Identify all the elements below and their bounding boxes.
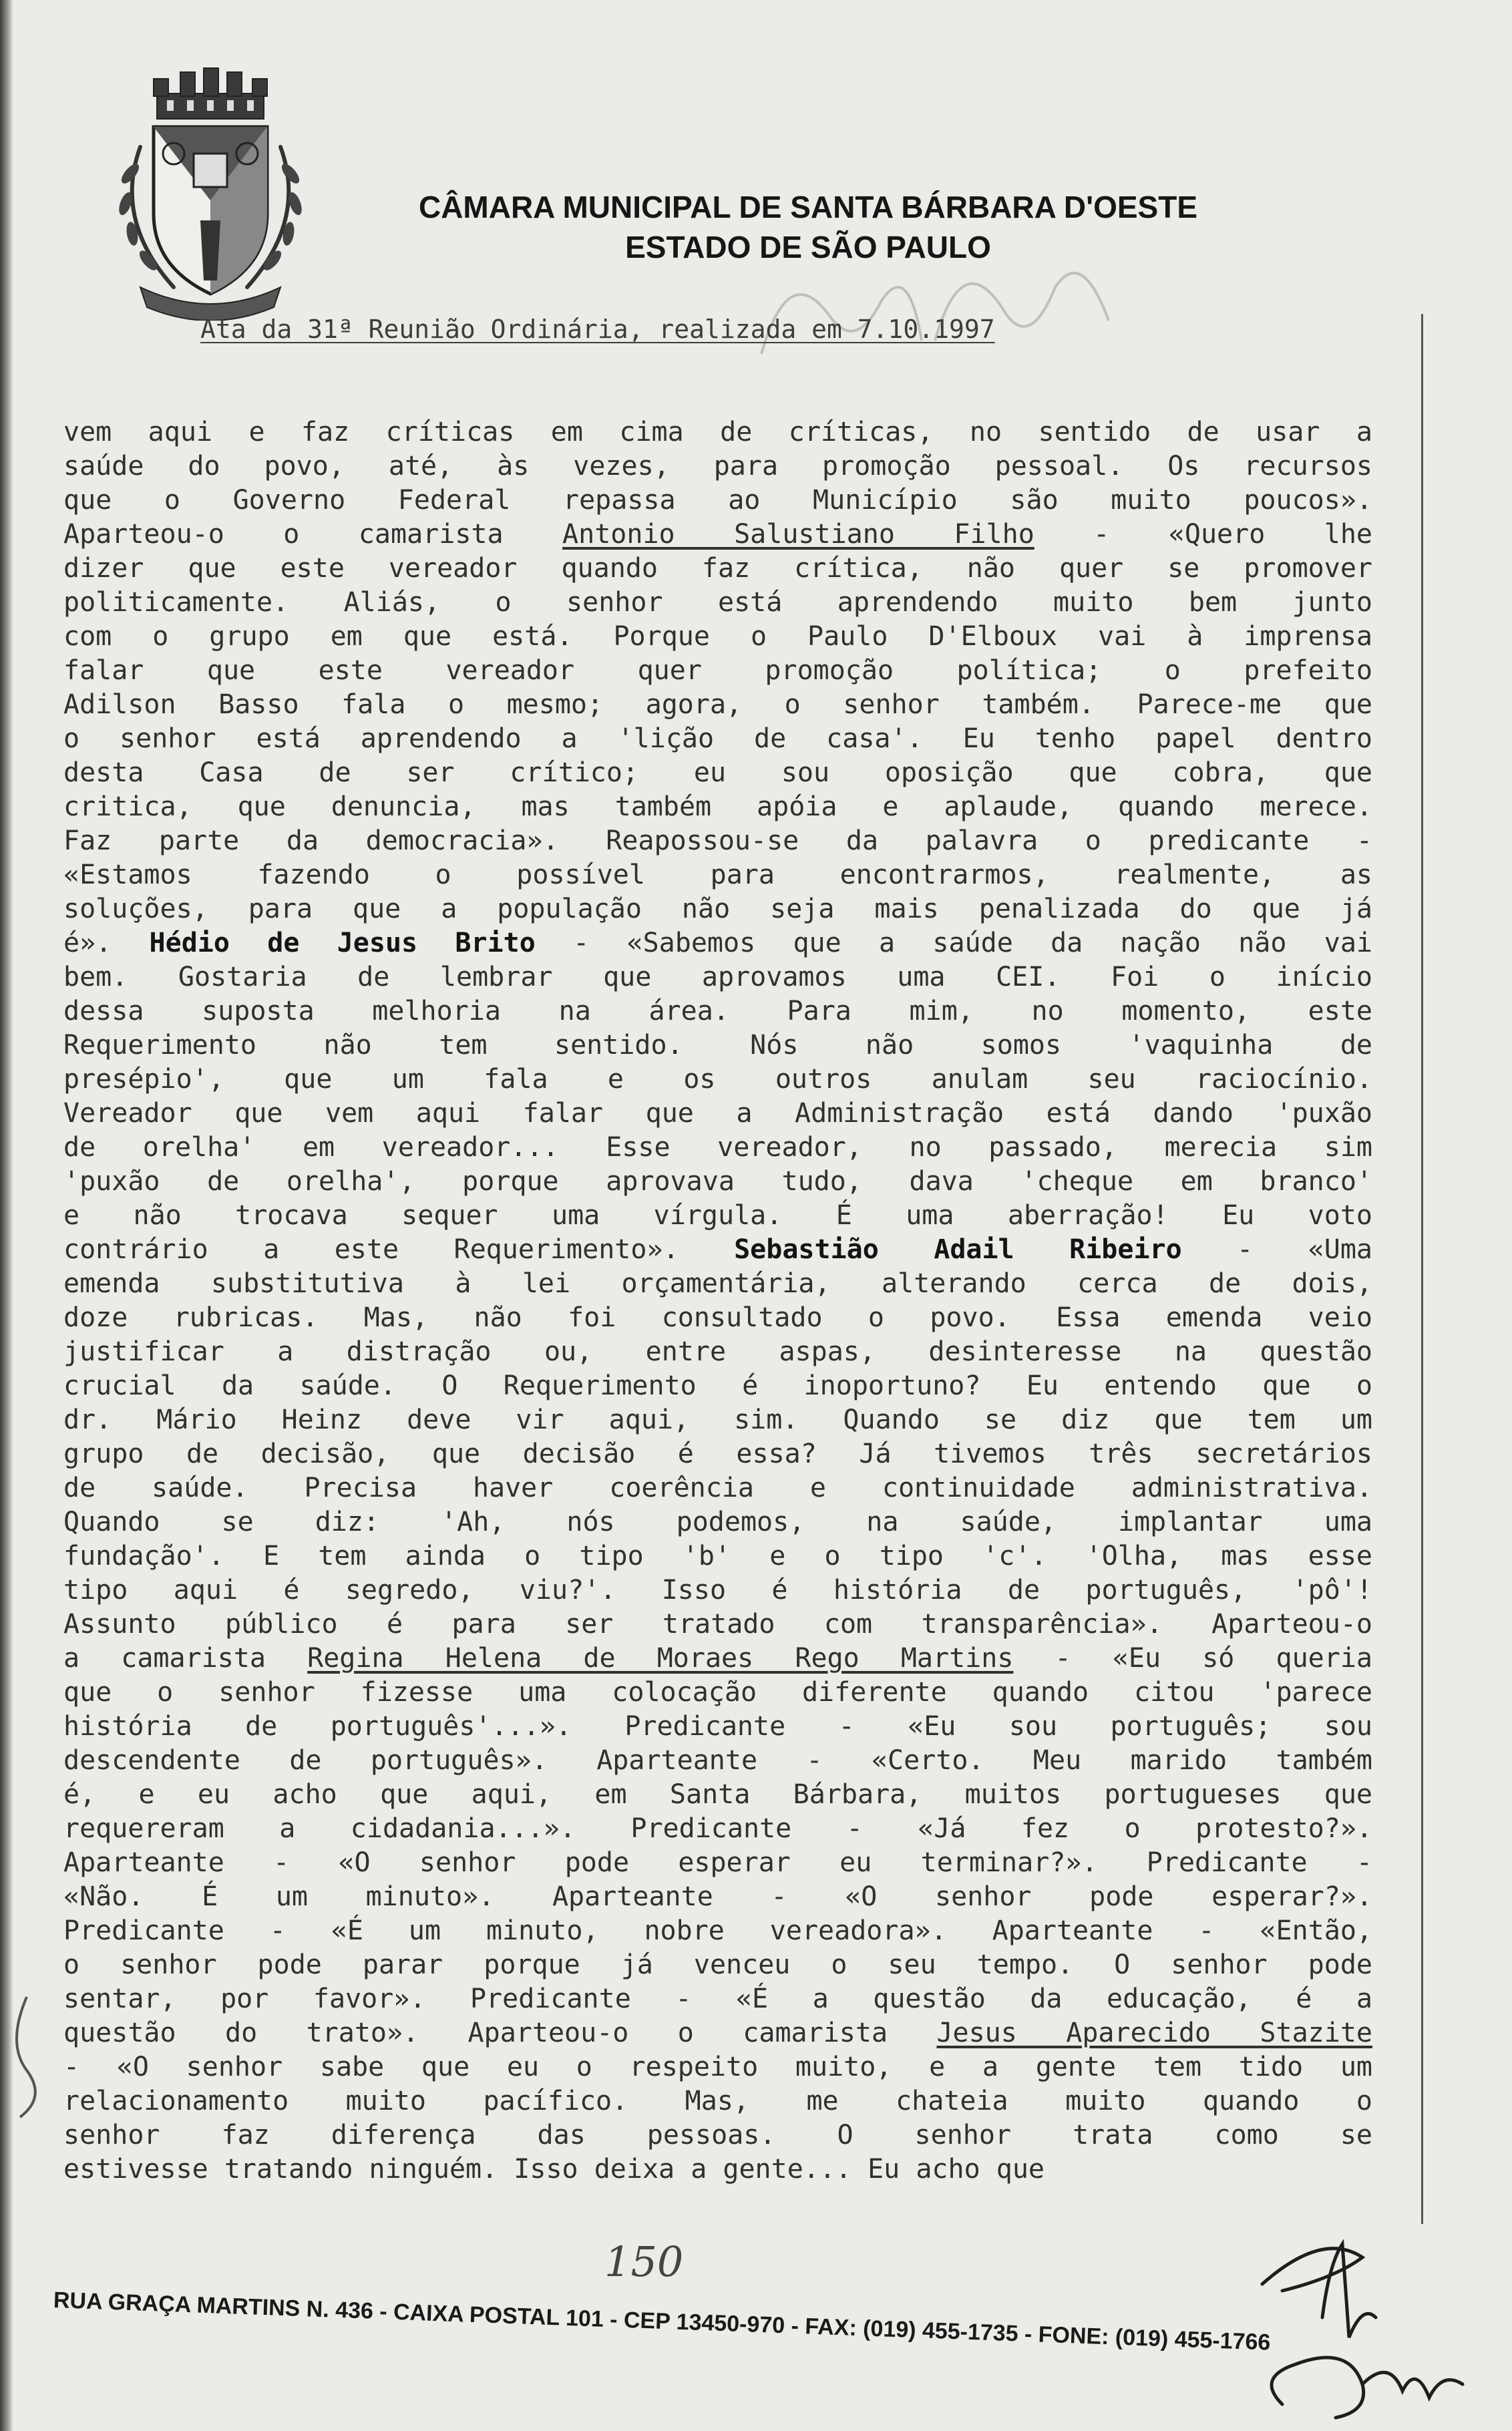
text-segment: o senhor pode parar porque já venceu o seu tempo. O senhor pode [63, 1949, 1372, 1980]
text-line [63, 960, 1372, 994]
text-segment: - «O senhor sabe que eu o respeito muito, e a gente tem tido um [63, 2052, 1372, 2082]
text-line [63, 1097, 1372, 1131]
text-line [63, 1846, 1372, 1880]
text-line [63, 1744, 1372, 1778]
text-segment: desta Casa de ser crítico; eu sou oposição que cobra, que [63, 757, 1372, 788]
text-line [63, 1642, 1372, 1676]
text-segment: é». [63, 928, 150, 958]
text-line [63, 620, 1372, 654]
text-segment: Vereador que vem aqui falar que a Administração está dando 'puxão [63, 1098, 1372, 1129]
text-line [63, 1914, 1372, 1948]
text-line [63, 1948, 1372, 1982]
text-segment: emenda substitutiva à lei orçamentária, alterando cerca de dois, [63, 1268, 1372, 1299]
text-line [63, 586, 1372, 620]
text-line [63, 1131, 1372, 1165]
text-segment: estivesse tratando ninguém. Isso deixa a gente... Eu acho que [63, 2154, 1045, 2185]
text-segment: doze rubricas. Mas, não foi consultado o povo. Essa emenda veio [63, 1302, 1372, 1333]
text-line [63, 2084, 1372, 2118]
text-line [63, 1335, 1372, 1369]
text-segment: história de português'...». Predicante - «Eu sou português; sou [63, 1711, 1372, 1742]
text-segment: dr. Mário Heinz deve vir aqui, sim. Quando se diz que tem um [63, 1405, 1372, 1435]
text-segment: descendente de português». Aparteante - «Certo. Meu marido também [63, 1745, 1372, 1776]
text-line [63, 2153, 1372, 2187]
text-segment: sentar, por favor». Predicante - «É a questão da educação, é a [63, 1984, 1372, 2014]
text-line [63, 1505, 1372, 1539]
text-line [63, 2118, 1372, 2153]
text-segment: fundação'. E tem ainda o tipo 'b' e o tipo 'c'. 'Olha, mas esse [63, 1541, 1372, 1571]
handwritten-initials-signature [748, 220, 1122, 381]
text-line [63, 722, 1372, 756]
text-line [63, 1233, 1372, 1267]
text-segment: Quando se diz: 'Ah, nós podemos, na saúde, implantar uma [63, 1507, 1372, 1537]
text-segment: que o Governo Federal repassa ao Município são muito poucos». [63, 485, 1372, 516]
text-line [63, 1369, 1372, 1403]
state-name: ESTADO DE SÃO PAULO [625, 230, 991, 264]
text-line [63, 2016, 1372, 2050]
text-segment: 'puxão de orelha', porque aprovava tudo, dava 'cheque em branco' [63, 1166, 1372, 1197]
text-line [63, 1573, 1372, 1608]
speaker-name-bold: Hédio de Jesus Brito [149, 928, 536, 958]
text-segment: Adilson Basso fala o mesmo; agora, o senhor também. Parece-me que [63, 689, 1372, 720]
text-segment: Requerimento não tem sentido. Nós não somos 'vaquinha de [63, 1030, 1372, 1061]
text-segment: saúde do povo, até, às vezes, para promoção pessoal. Os recursos [63, 451, 1372, 482]
text-line [63, 1778, 1372, 1812]
municipal-coat-of-arms-icon [100, 67, 321, 321]
text-line [63, 790, 1372, 824]
text-line [63, 756, 1372, 790]
text-segment: Assunto público é para ser tratado com transparência». Aparteou-o [63, 1609, 1372, 1640]
text-line [63, 1301, 1372, 1335]
speaker-name-underlined: Jesus Aparecido Stazite [936, 2018, 1372, 2048]
text-segment: «Não. É um minuto». Aparteante - «O senhor pode esperar?». [63, 1881, 1372, 1912]
text-line [63, 1199, 1372, 1233]
signature-rubric [1242, 2204, 1496, 2424]
text-segment: presépio', que um fala e os outros anulam seu raciocínio. [63, 1064, 1372, 1095]
text-segment: senhor faz diferença das pessoas. O senhor trata como se [63, 2120, 1372, 2150]
minutes-title: Ata da 31ª Reunião Ordinária, realizada em 7.10.1997 [200, 315, 995, 344]
text-segment: - «Uma [1181, 1234, 1373, 1265]
footer-address: RUA GRAÇA MARTINS N. 436 - CAIXA POSTAL 101 - CEP 13450-970 - FAX: (019) 455-1735 - FONE: (019) 455-1766 [53, 2287, 1271, 2356]
text-line [63, 994, 1372, 1028]
text-segment: - «Eu só queria [1013, 1643, 1373, 1674]
text-segment: contrário a este Requerimento». [63, 1234, 735, 1265]
text-segment: «Estamos fazendo o possível para encontrarmos, realmente, as [63, 860, 1372, 890]
text-line [63, 926, 1372, 960]
margin-rule [1421, 314, 1423, 2224]
text-segment: tipo aqui é segredo, viu?'. Isso é história de português, 'pô'! [63, 1575, 1372, 1606]
text-segment: grupo de decisão, que decisão é essa? Já tivemos três secretários [63, 1439, 1372, 1469]
speaker-name-underlined: Antonio Salustiano Filho [562, 519, 1034, 550]
text-segment: dizer que este vereador quando faz crítica, não quer se promover [63, 553, 1372, 584]
text-line [63, 1982, 1372, 2016]
text-line [63, 1165, 1372, 1199]
page-number: 150 [604, 2237, 684, 2286]
text-segment: soluções, para que a população não seja mais penalizada do que já [63, 894, 1372, 924]
text-line [63, 858, 1372, 892]
text-segment: relacionamento muito pacífico. Mas, me chateia muito quando o [63, 2086, 1372, 2116]
text-segment: questão do trato». Aparteou-o o camarista [63, 2018, 937, 2048]
text-segment: dessa suposta melhoria na área. Para mim, no momento, este [63, 996, 1372, 1026]
text-segment: critica, que denuncia, mas também apóia e aplaude, quando merece. [63, 791, 1372, 822]
text-segment: politicamente. Aliás, o senhor está aprendendo muito bem junto [63, 587, 1372, 618]
text-segment: requereram a cidadania...». Predicante - «Já fez o protesto?». [63, 1813, 1372, 1844]
text-line [63, 1880, 1372, 1914]
text-line [63, 1710, 1372, 1744]
text-line [63, 1608, 1372, 1642]
text-segment: vem aqui e faz críticas em cima de críticas, no sentido de usar a [63, 417, 1372, 447]
text-segment: Faz parte da democracia». Reapossou-se da palavra o predicante - [63, 825, 1372, 856]
text-line [63, 518, 1372, 552]
text-line [63, 415, 1372, 449]
speaker-name-bold: Sebastião Adail Ribeiro [734, 1234, 1182, 1265]
text-line [63, 1539, 1372, 1573]
text-line [63, 1471, 1372, 1505]
minutes-body-text [63, 415, 1372, 2187]
text-segment: com o grupo em que está. Porque o Paulo D'Elboux vai à imprensa [63, 621, 1372, 652]
text-line [63, 1403, 1372, 1437]
margin-signature [0, 1990, 53, 2124]
text-segment: que o senhor fizesse uma colocação diferente quando citou 'parece [63, 1677, 1372, 1708]
text-line [63, 1437, 1372, 1471]
speaker-name-underlined: Regina Helena de Moraes Rego Martins [307, 1643, 1014, 1674]
text-line [63, 892, 1372, 926]
text-segment: a camarista [63, 1643, 308, 1674]
text-segment: e não trocava sequer uma vírgula. É uma aberração! Eu voto [63, 1200, 1372, 1231]
text-segment: bem. Gostaria de lembrar que aprovamos uma CEI. Foi o início [63, 962, 1372, 992]
text-segment: Predicante - «É um minuto, nobre vereadora». Aparteante - «Então, [63, 1915, 1372, 1946]
text-segment: crucial da saúde. O Requerimento é inoportuno? Eu entendo que o [63, 1370, 1372, 1401]
text-segment: falar que este vereador quer promoção política; o prefeito [63, 655, 1372, 686]
text-line [63, 654, 1372, 688]
text-line [63, 824, 1372, 858]
text-line [63, 1812, 1372, 1846]
text-line [63, 2050, 1372, 2084]
text-line [63, 1676, 1372, 1710]
text-segment: é, e eu acho que aqui, em Santa Bárbara, muitos portugueses que [63, 1779, 1372, 1810]
text-line [63, 552, 1372, 586]
text-line [63, 1063, 1372, 1097]
text-segment: de saúde. Precisa haver coerência e continuidade administrativa. [63, 1473, 1372, 1503]
text-segment: Aparteante - «O senhor pode esperar eu terminar?». Predicante - [63, 1847, 1372, 1878]
chamber-name: CÂMARA MUNICIPAL DE SANTA BÁRBARA D'OESTE [418, 190, 1198, 224]
text-line [63, 1028, 1372, 1063]
text-segment: Aparteou-o o camarista [63, 519, 563, 550]
text-line [63, 484, 1372, 518]
text-segment: justificar a distração ou, entre aspas, desinteresse na questão [63, 1336, 1372, 1367]
text-segment: o senhor está aprendendo a 'lição de casa'. Eu tenho papel dentro [63, 723, 1372, 754]
text-line [63, 1267, 1372, 1301]
text-line [63, 688, 1372, 722]
text-line [63, 449, 1372, 484]
text-segment: - «Sabemos que a saúde da nação não vai [535, 928, 1373, 958]
text-segment: de orelha' em vereador... Esse vereador, no passado, merecia sim [63, 1132, 1372, 1163]
text-segment: - «Quero lhe [1034, 519, 1372, 550]
